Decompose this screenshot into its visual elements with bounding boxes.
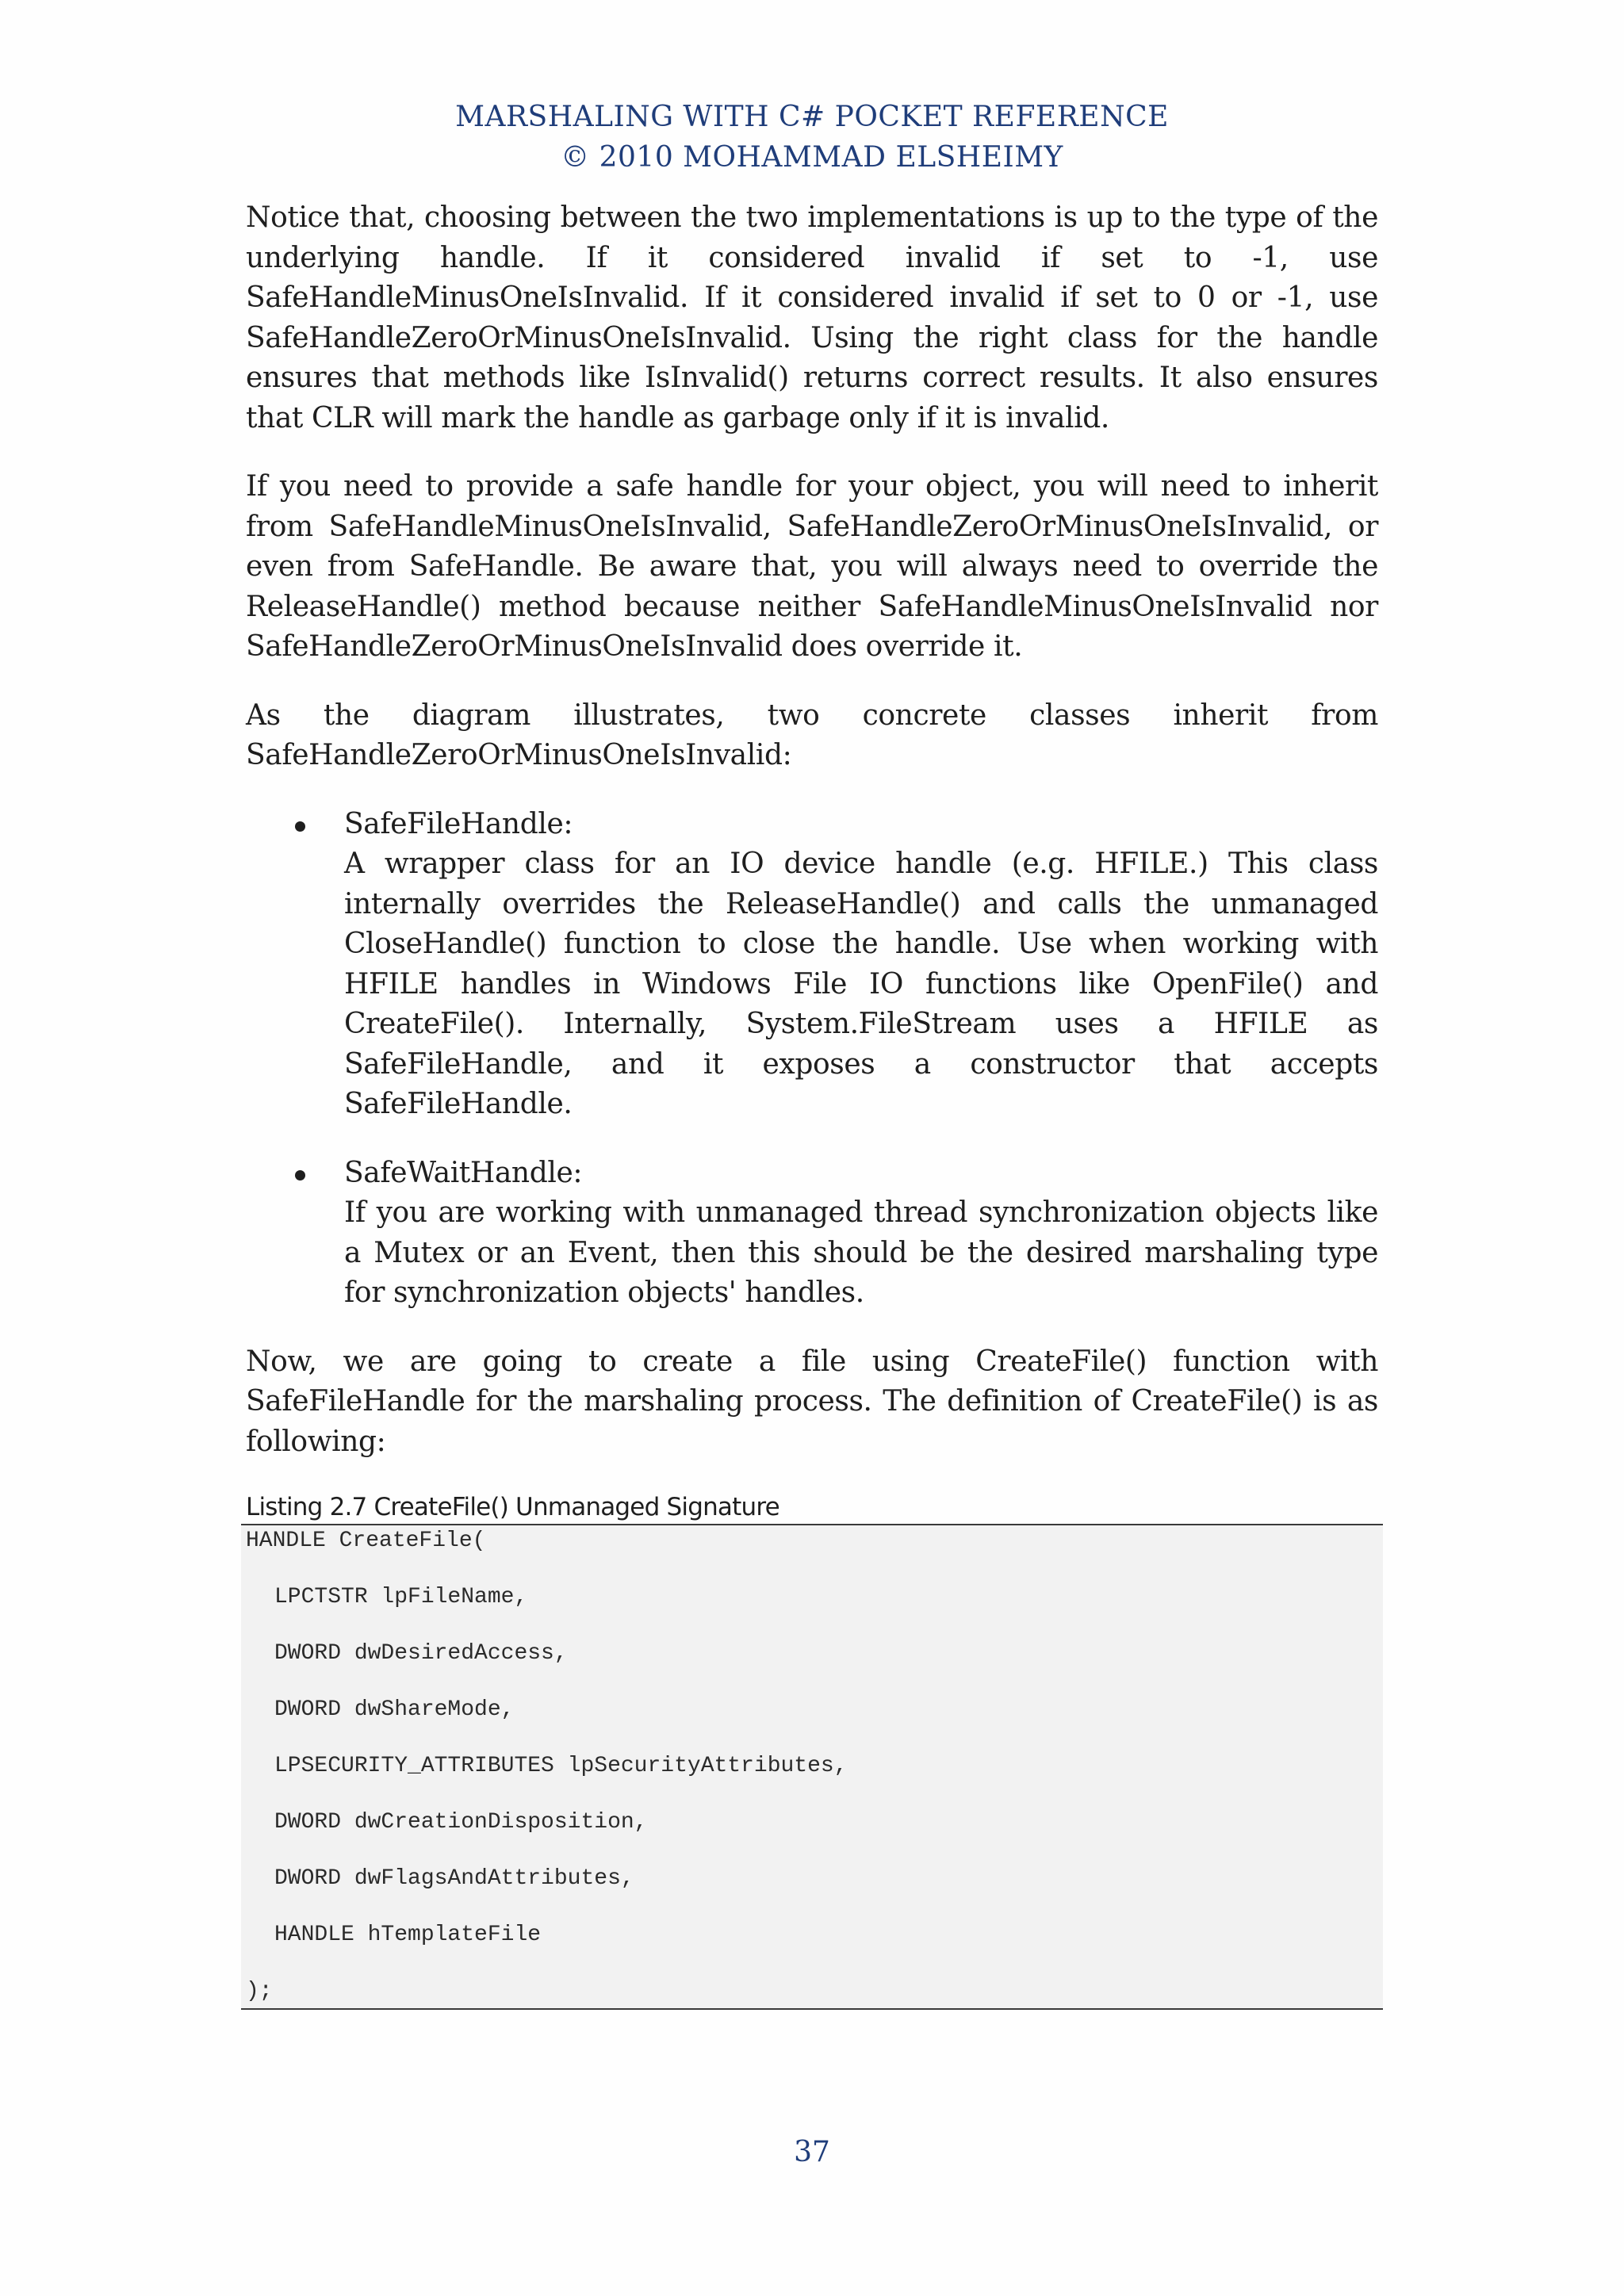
- code-line: HANDLE CreateFile(: [246, 1529, 486, 1553]
- bullet-term: SafeFileHandle:: [344, 807, 573, 840]
- code-line: LPCTSTR lpFileName,: [274, 1585, 528, 1609]
- paragraph-createfile-intro: Now, we are going to create a file using CreateFile() function with SafeFileHandle for the marshaling process. The definition of CreateFile() is as following:: [246, 1345, 1378, 1458]
- concrete-classes-list: [246, 805, 1378, 1314]
- paragraph-inherit-safe-handle: If you need to provide a safe handle for your object, you will need to inherit from SafeHandleMinusOneIsInvalid, SafeHandleZeroOrMinusOneIsInvalid, or even from SafeHandle. Be aware that, you will always need to override the ReleaseHandle() method because neither SafeHandleMinusOneIsInvalid nor SafeHandleZeroOrMinusOneIsInvalid does override it.: [246, 470, 1378, 663]
- header-title: MARSHALING WITH C# POCKET REFERENCE: [455, 101, 1169, 133]
- list-item-safe-wait-handle: [246, 1154, 1378, 1314]
- listing-caption: Listing 2.7 CreateFile() Unmanaged Signature: [246, 1493, 779, 1521]
- code-line: DWORD dwCreationDisposition,: [274, 1810, 648, 1835]
- list-item-safe-file-handle: [246, 805, 1378, 1125]
- code-line: DWORD dwFlagsAndAttributes,: [274, 1866, 634, 1891]
- bullet-term: SafeWaitHandle:: [344, 1156, 583, 1189]
- code-listing: [241, 1524, 1383, 2010]
- bullet-icon: [295, 821, 305, 832]
- code-line: DWORD dwShareMode,: [274, 1697, 515, 1722]
- paragraph-diagram-intro: As the diagram illustrates, two concrete classes inherit from SafeHandleZeroOrMinusOneIsInvalid:: [246, 698, 1378, 771]
- code-line: HANDLE hTemplateFile: [274, 1923, 542, 1947]
- code-line: DWORD dwDesiredAccess,: [274, 1641, 568, 1666]
- code-line: );: [246, 1979, 273, 2003]
- page-content: [246, 198, 1378, 2010]
- bullet-description: If you are working with unmanaged thread synchronization objects like a Mutex or an Event, then this should be the desired marshaling type for synchronization objects' handles.: [344, 1196, 1378, 1309]
- bullet-icon: [295, 1170, 305, 1181]
- page-number: 37: [794, 2136, 830, 2168]
- header-copyright: © 2010 MOHAMMAD ELSHEIMY: [561, 141, 1063, 174]
- code-line: LPSECURITY_ATTRIBUTES lpSecurityAttributes,: [274, 1754, 848, 1778]
- paragraph-implementation-choice: Notice that, choosing between the two implementations is up to the type of the underlying handle. If it considered invalid if set to -1, use SafeHandleMinusOneIsInvalid. If it considered invalid if set to 0 or -1, use SafeHandleZeroOrMinusOneIsInvalid. Using the right class for the handle ensures that methods like IsInvalid() returns correct results. It also ensures that CLR will mark the handle as garbage only if it is invalid.: [246, 201, 1378, 434]
- page-header: [0, 97, 1624, 178]
- bullet-description: A wrapper class for an IO device handle (e.g. HFILE.) This class internally overrides the ReleaseHandle() and calls the unmanaged CloseHandle() function to close the handle. Use when working with HFILE handles in Windows File IO functions like OpenFile() and CreateFile(). Internally, System.FileStream uses a HFILE as SafeFileHandle, and it exposes a constructor that accepts SafeFileHandle.: [344, 848, 1378, 1120]
